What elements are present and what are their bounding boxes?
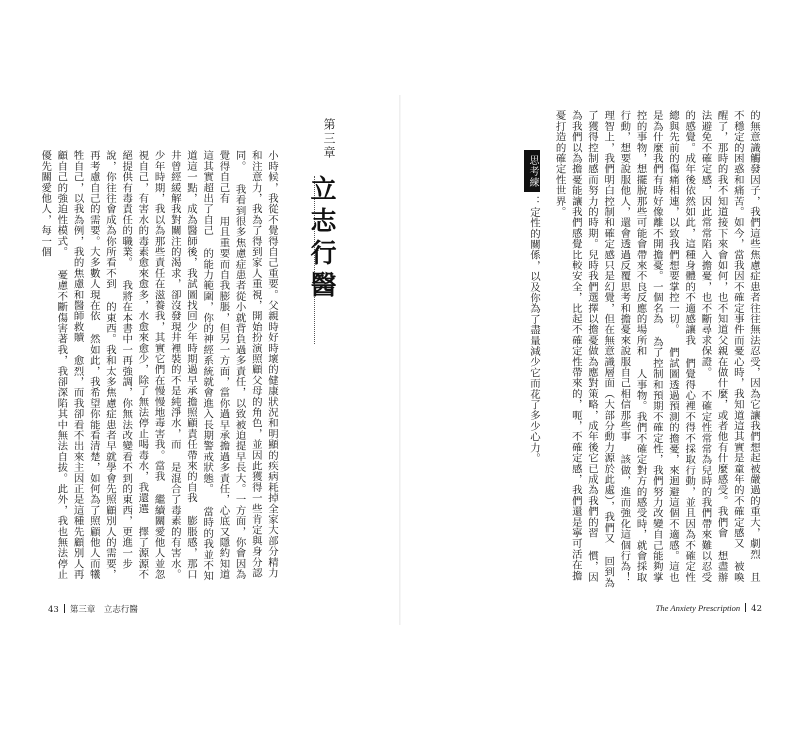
body-column: 小時候，我從不覺得自己重要。父親時好時壞的健康狀況和明顯的疾病耗掉全家大部分精力: [266, 150, 278, 578]
body-column: 被喚醒了，那時的我不知道接下來會如何，也不知道父親在做什麼，或者他有什麼感受。我們會: [715, 110, 744, 583]
think-exercise-text: ：定性的關係，以及你為了盡量減少它而花了多少心力。: [528, 196, 540, 464]
body-column: 該做，進而強化這個行為！: [618, 454, 631, 583]
body-column: 想盡辦法避免不確定感，因此常常陷入擔憂，也不斷尋求保證。: [699, 110, 728, 583]
body-column: 們覺得心裡不得不採取行動，並且因為不確定性總與先前的傷痛相連，以致我們想要掌控一切。: [666, 110, 696, 583]
page-number: 42: [751, 604, 762, 614]
think-exercise-label: 思考練習: [524, 150, 540, 192]
right-page-body: [440, 110, 762, 588]
chapter-label: 第三章: [322, 118, 336, 160]
body-column: 當時的我並不知道這一點，成為醫師後，我試圖找回少年時期過早承擔照顧責任帶來的自我: [184, 150, 214, 582]
body-column: 不確定性常常為兒時的我們帶來難以忍受的感覺。成年後依然如此，這種身體的不適感讓我: [683, 110, 712, 583]
chapter-title: 立志行醫: [306, 175, 336, 303]
body-column: 慣，因為我們以為擔憂能讓我們感覺比較安全，比起不確定性帶來的，呃，不確定感，我們還是寧可活在擔憂打造的確定性世界。: [553, 110, 598, 583]
left-page-footer: [48, 603, 138, 615]
body-column: 理智上，我們明白控制和確定感只是幻覺，但在無意識層面（大部分動力源於此處），我們又: [602, 110, 615, 544]
body-column: 我將在本書中一再強調，你無法改變看不到的東西，更進一步說，你往往會成為你所看不到: [103, 150, 133, 569]
body-column: 為了控制和預期不確定性，我們努力改變自己能夠掌控的事物，想擺脫那些可能會帶來不良反應的場所和: [634, 110, 663, 583]
body-column: 們試圖透過預測的擔憂，來迴避這個不適感。這也是為什麼我們有時好像離不開擔憂。一個名為: [650, 110, 679, 583]
running-header: The Anxiety Prescription: [655, 603, 741, 613]
footer-separator: [745, 603, 746, 612]
body-column: 用且重要而自我膨脹，但另一方面，當你過早承擔過多責任，心底又隱約知道這其實超出了自己: [201, 150, 230, 580]
body-column: 的東西。我和太多焦慮症患者早就學會先照顧別人的需要，再考慮自己的需要。大多數人現在依: [87, 150, 116, 580]
body-column: 憂慮不斷傷害著我，我卻深陷其中無法自拔。此外，我也無法停止優先關愛他人，每一個: [39, 150, 68, 580]
body-column: 我看到很多焦慮症患者從小就背負過多責任，以致被迫提早長大。一方面，你會因為覺得自己有: [217, 150, 246, 580]
body-column: 回到為了獲得控制感而努力的時期。兒時我們選擇以擔憂做為應對策略，成年後它已成為我們的習: [585, 110, 615, 588]
body-column: 是混合了毒素的有害水。少年時期，我以為那些責任在滋養我，其實它們在慢慢地毒害我。當我: [152, 150, 181, 580]
body-column: 的能力範圍，你的神經系統就會進入長期警戒狀態。: [201, 247, 214, 495]
body-column: 然如此，我希望你能看清楚，如何為了照顧他人而犧牲自己，以我為例，我的焦慮和醫師救贖: [71, 150, 100, 580]
body-column: 人事物。我們不確定對方的感受時，就會採取行動，想要說服他人，還會透過反覆思考和擔憂來說服自己相信那些事: [618, 110, 647, 583]
right-page-footer: [656, 603, 762, 614]
body-column: 和注意力，我為了得到家人重視，開始扮演照顧父母的角色，並因此獲得一些肯定與身分認同。: [233, 150, 262, 578]
body-column: 愈烈，而我卻看不出來主因正是這種先顧別人再顧自己的強迫性模式。: [55, 150, 84, 580]
body-column: 的無意識觸發因子，我們這些焦慮症患者往往無法忍受，因為它讓我們想起被嚴過的重大，劇烈: [748, 110, 760, 560]
left-page-body: [39, 150, 280, 590]
footer-separator: [64, 604, 65, 613]
running-header: 第三章 立志行醫: [69, 605, 138, 615]
body-column: 繼續關愛他人並忽視自己，有害水的毒素愈來愈多，水愈來愈少，除了無法停止喝毒水，我還選: [136, 150, 165, 580]
body-column: 且不穩定的困惑和痛苦。如今，當我因不確定事件而憂心時，我知道這其實是童年的不確定感又: [731, 110, 760, 583]
page-number: 43: [48, 605, 59, 615]
body-column: 膨脹感，那口井曾經緩解我對關注的渴求，卻沒發現井裡裝的不是純淨水，而: [168, 150, 197, 580]
book-gutter: [399, 95, 401, 625]
body-column: 擇了源源不絕提供有毒責任的職業。: [120, 150, 149, 580]
